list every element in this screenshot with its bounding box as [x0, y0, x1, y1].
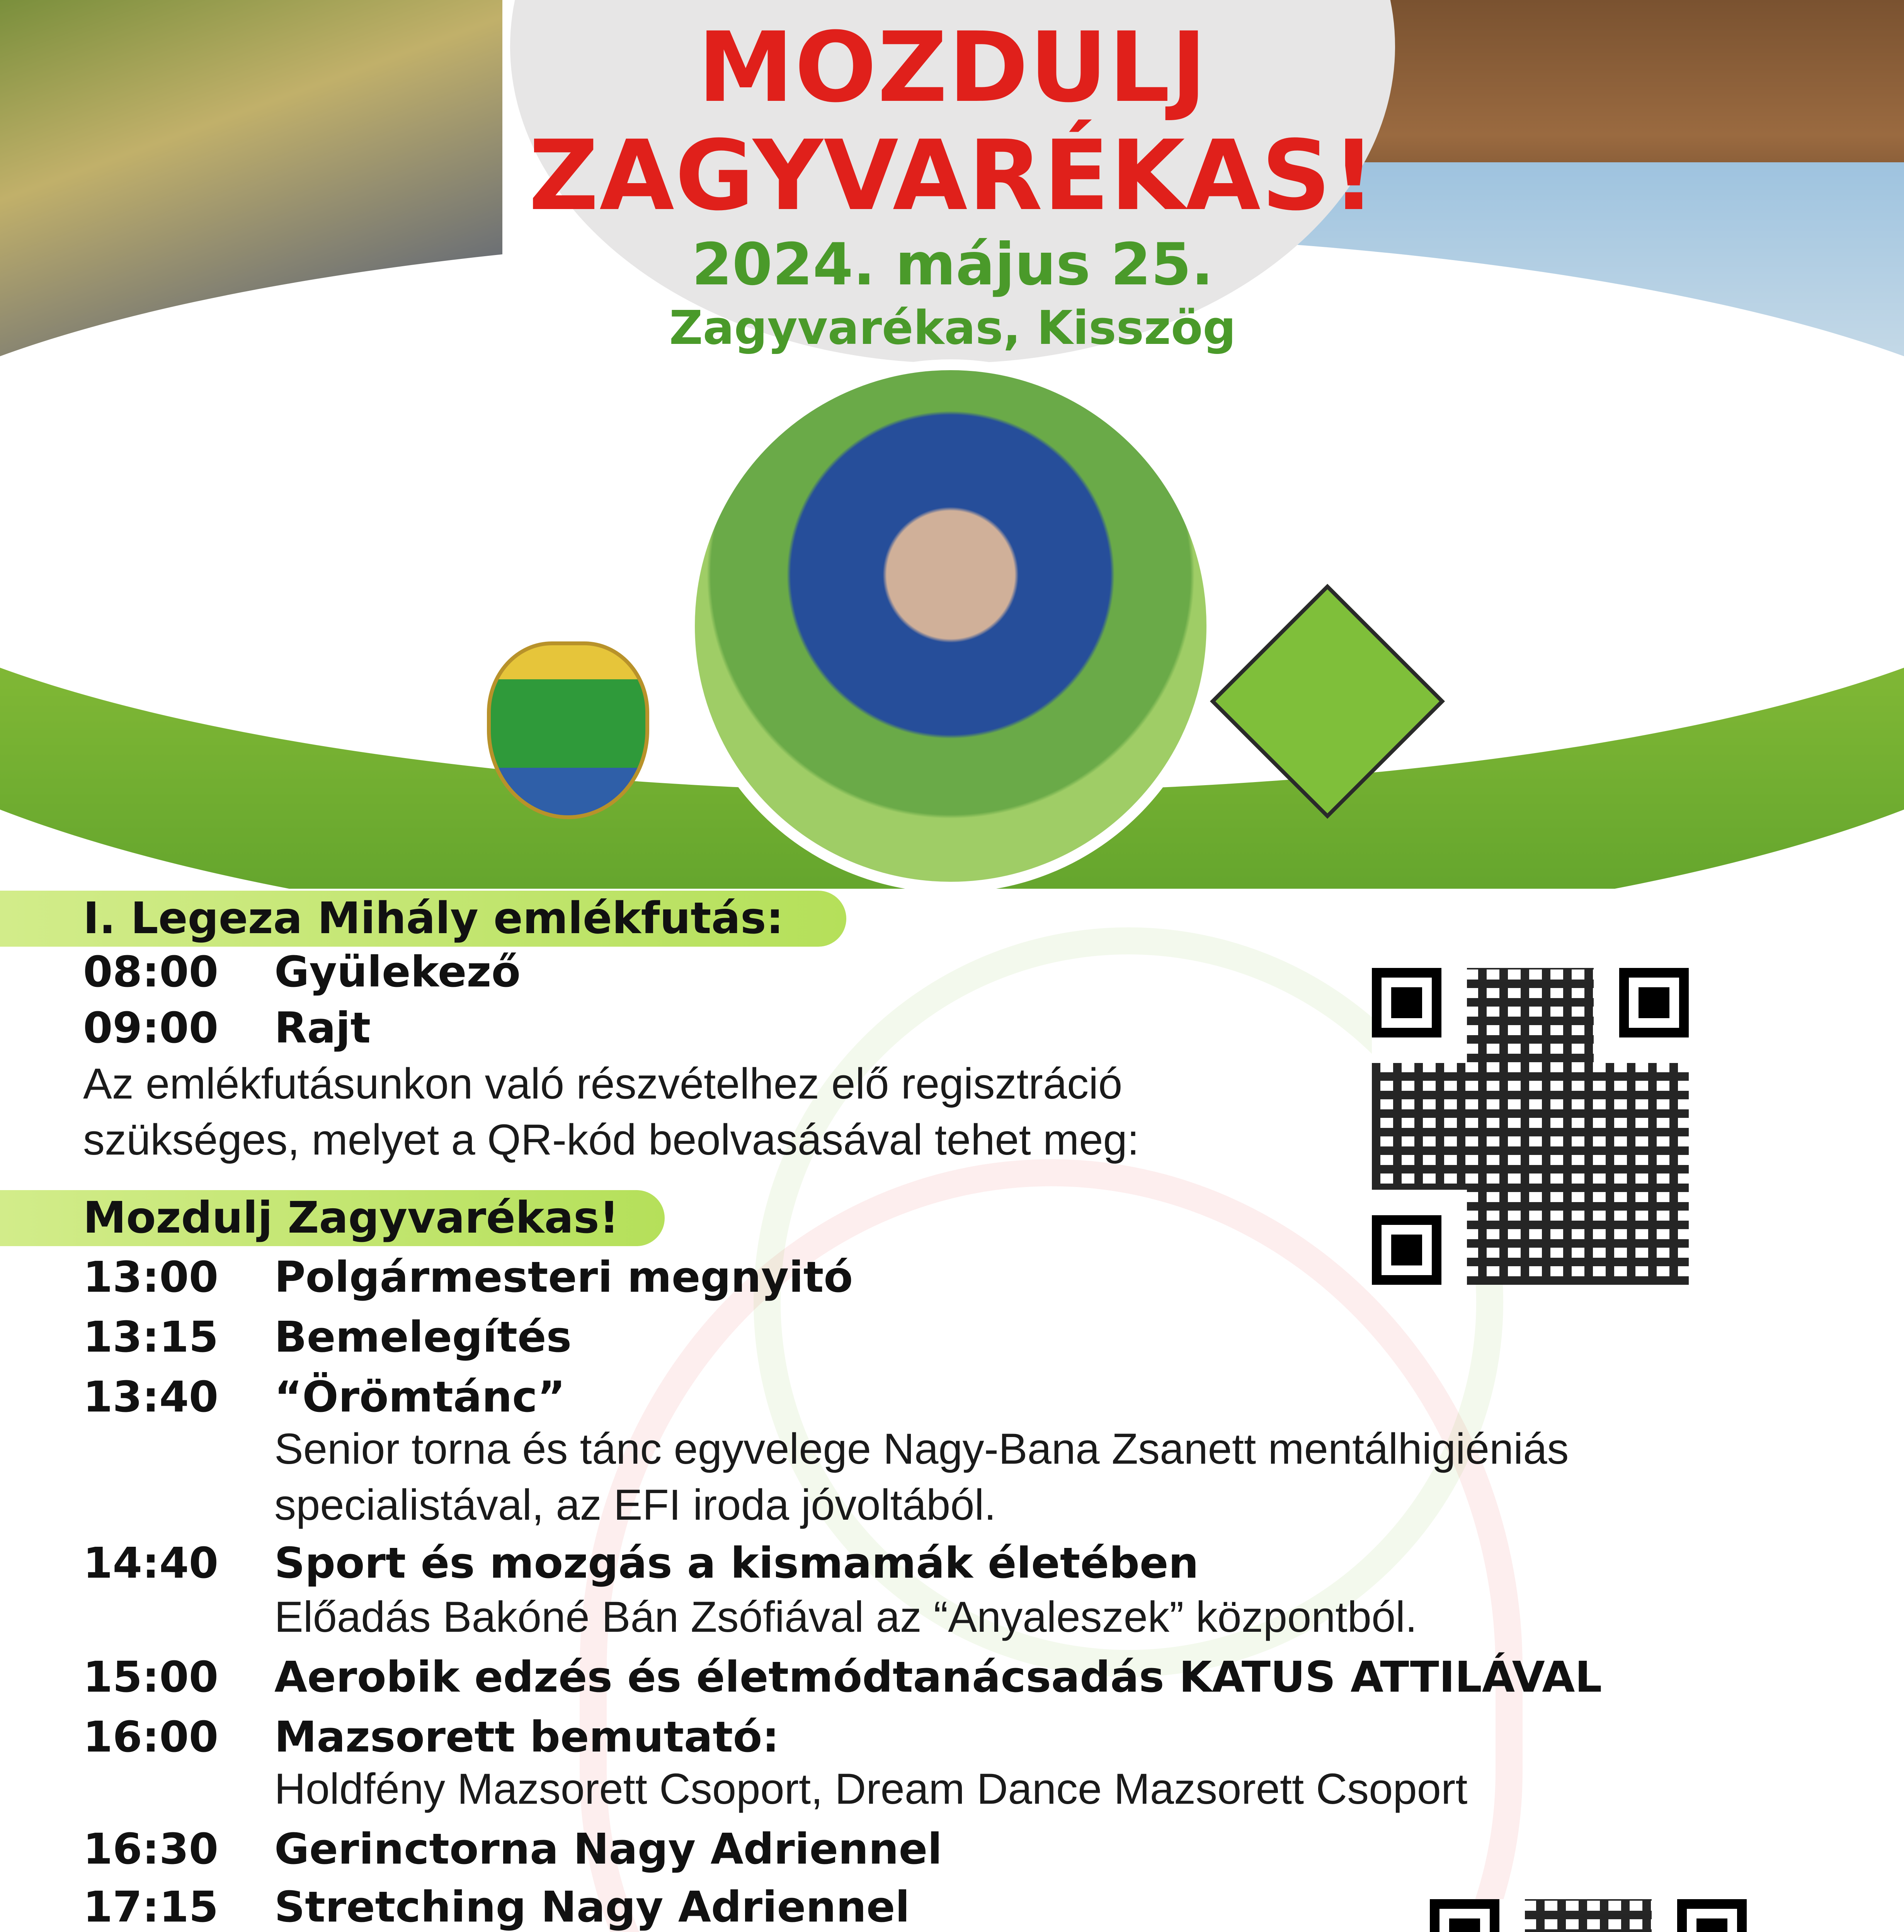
schedule-row: [83, 1370, 565, 1424]
schedule-time: 16:00: [83, 1712, 219, 1762]
schedule-label: Stretching Nagy Adriennel: [274, 1882, 910, 1932]
schedule-row: [83, 1001, 371, 1055]
schedule-time: 17:15: [83, 1882, 219, 1932]
schedule-detail: Senior torna és tánc egyvelege Nagy-Bana Zsanett mentálhigiéniás: [274, 1425, 1569, 1473]
registration-note: Az emlékfutásunkon való részvételhez elő regisztráció: [83, 1060, 1123, 1108]
schedule-row: [83, 1710, 779, 1764]
schedule-detail: Előadás Bakóné Bán Zsófiával az “Anyaleszek” központból.: [274, 1593, 1417, 1641]
schedule-detail: Holdfény Mazsorett Csoport, Dream Dance Mazsorett Csoport: [274, 1765, 1468, 1813]
schedule-label: Gerinctorna Nagy Adriennel: [274, 1824, 942, 1874]
schedule-label: Gyülekező: [274, 947, 521, 997]
sound-bath-registration-qr-code[interactable]: [1430, 1899, 1747, 1932]
event-place: Zagyvarékas, Kisszög: [669, 301, 1236, 355]
schedule-time: 14:40: [83, 1538, 219, 1588]
section-title-main-program: Mozdulj Zagyvarékas!: [83, 1193, 619, 1243]
schedule-detail: specialistával, az EFI iroda jóvoltából.: [274, 1481, 996, 1529]
schedule-label: Sport és mozgás a kismamák életében: [274, 1538, 1199, 1588]
registration-note: szükséges, melyet a QR-kód beolvasásával tehet meg:: [83, 1116, 1139, 1164]
schedule-label: “Örömtánc”: [274, 1372, 565, 1422]
schedule-label: Bemelegítés: [274, 1312, 572, 1362]
run-registration-qr-code[interactable]: [1372, 968, 1689, 1285]
schedule-row: [83, 1880, 910, 1932]
schedule-label: Mazsorett bemutató:: [274, 1712, 779, 1762]
schedule-row: [83, 1536, 1199, 1590]
schedule-label: Rajt: [274, 1003, 371, 1053]
page-title-line-1: MOZDULJ: [698, 11, 1208, 124]
schedule-time: 16:30: [83, 1824, 219, 1874]
schedule-row: [83, 1822, 942, 1876]
schedule-time: 13:00: [83, 1252, 219, 1302]
schedule-time: 13:40: [83, 1372, 219, 1422]
schedule-time: 08:00: [83, 947, 219, 997]
schedule-label: Aerobik edzés és életmódtanácsadás KATUS ATTILÁVAL: [274, 1652, 1602, 1702]
trainer-portrait-photo: [684, 359, 1217, 889]
zagyvarekas-coat-of-arms-icon: [487, 641, 649, 819]
schedule-row: [83, 1250, 853, 1304]
schedule-time: 09:00: [83, 1003, 219, 1053]
schedule-row: [83, 945, 521, 999]
page-title-line-2: ZAGYVARÉKAS!: [528, 119, 1377, 232]
schedule-row: [83, 1310, 572, 1364]
schedule-row: [83, 1650, 1602, 1704]
schedule-time: 15:00: [83, 1652, 219, 1702]
schedule-time: 13:15: [83, 1312, 219, 1362]
section-title-memorial-run: I. Legeza Mihály emlékfutás:: [83, 893, 784, 944]
event-date: 2024. május 25.: [692, 231, 1213, 298]
schedule-label: Polgármesteri megnyitó: [274, 1252, 853, 1302]
